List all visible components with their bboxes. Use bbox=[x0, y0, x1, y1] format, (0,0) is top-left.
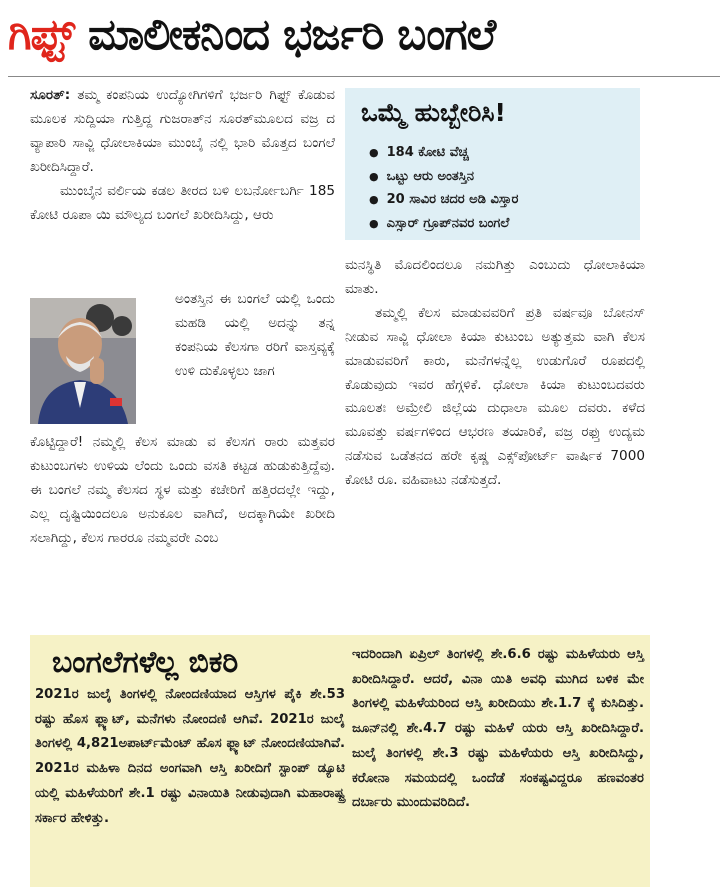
person-photo bbox=[30, 298, 136, 424]
article-col-wrap bbox=[175, 288, 335, 384]
highlights-box bbox=[345, 88, 640, 240]
highlight-item: ● ಎಸ್ಸಾರ್ ಗ್ರೂಪ್‌ನವರ ಬಂಗಲೆ bbox=[369, 212, 518, 236]
article-para-5: ತಮ್ಮಲ್ಲಿ ಕೆಲಸ ಮಾಡುವವರಿಗೆ ಪ್ರತಿ ವರ್ಷವೂ ಬೋನಸ್ ನೀಡುವ ಸಾವ್ಜಿ ಧೋಲಾ ಕಿಯಾ ಕುಟುಂಬ ಅತ್ಯುತ್ತಮ ವಾಗಿ ಕೆಲಸ ಮಾಡುವವರಿಗೆ ಕಾರು, ಮನೆಗಳನ್ನೆಲ್ಲ ಉಡುಗೊರೆ ರೂಪದಲ್ಲಿ ಕೊಡುವುದು ಇವರ ಹೆಗ್ಗಳಿಕೆ. ಧೋಲಾ ಕಿಯಾ ಕುಟುಂಬದವರು ಮೂಲತಃ ಅಮ್ರೇಲಿ ಜಿಲ್ಲೆಯ ದುಧಾಲಾ ಮೂಲ ದವರು. ಕಳೆದ ಮೂವತ್ತು ವರ್ಷಗಳಿಂದ ಆಭರಣ ತಯಾರಿಕೆ, ವಜ್ರ ರಫ್ತು ಉದ್ಯಮ ನಡೆಸುವ ಒಡೆತನದ ಹರೇ ಕೃಷ್ಣ ಎಕ್ಸ್‌ಪೋರ್ಟ್ ವಾರ್ಷಿಕ 7000 ಕೋಟಿ ರೂ. ವಹಿವಾಟು ನಡೆಸುತ್ತದೆ. bbox=[345, 304, 645, 489]
highlight-item: ● 184 ಕೋಟಿ ವೆಚ್ಚ bbox=[369, 141, 518, 165]
article-col-left-bottom bbox=[30, 431, 335, 551]
article-wrap-text: ಅಂತಸ್ತಿನ ಈ ಬಂಗಲೆ ಯಲ್ಲಿ ಒಂದು ಮಹಡಿ ಯಲ್ಲಿ ಅದನ್ನು ತನ್ನ ಕಂಪನಿಯ ಕೆಲಸಗಾ ರರಿಗೆ ವಾಸ್ತವ್ಯಕ್ಕೆ ಉಳಿ ದುಕೊಳ್ಳಲು ಜಾಗ bbox=[175, 291, 335, 379]
article-para-2: ಮುಂಬೈನ ವರ್ಲಿಯ ಕಡಲ ತೀರದ ಬಳಿ ಲಬರ್ನೋಬರ್ಗಿ 185 ಕೋಟಿ ರೂಪಾ ಯಿ ಮೌಲ್ಯದ ಬಂಗಲೆ ಖರೀದಿಸಿದ್ದು, ಆರು bbox=[30, 182, 335, 223]
highlights-list bbox=[369, 141, 518, 235]
article-para-4: ಮನಸ್ಥಿತಿ ಮೊದಲಿಂದಲೂ ನಮಗಿತ್ತು ಎಂಬುದು ಧೋಲಾಕಿಯಾ ಮಾತು. bbox=[345, 257, 645, 297]
article-col-right bbox=[345, 254, 645, 493]
sidebar-text-right: ಇದರಿಂದಾಗಿ ಏಪ್ರಿಲ್ ತಿಂಗಳಲ್ಲಿ ಶೇ.6.6 ರಷ್ಟು ಮಹಿಳೆಯರು ಆಸ್ತಿ ಖರೀದಿಸಿದ್ದಾರೆ. ಆದರೆ, ವಿನಾ ಯಿತಿ ಅವಧಿ ಮುಗಿದ ಬಳಿಕ ಮೇ ತಿಂಗಳಲ್ಲಿ ಮಹಿಳೆಯರಿಂದ ಆಸ್ತಿ ಖರೀದಿಯು ಶೇ.1.7 ಕ್ಕೆ ಕುಸಿದಿತ್ತು. ಜೂನ್‌ನಲ್ಲಿ ಶೇ.4.7 ರಷ್ಟು ಮಹಿಳೆ ಯರು ಆಸ್ತಿ ಖರೀದಿಸಿದ್ದಾರೆ. ಜುಲೈ ತಿಂಗಳಲ್ಲಿ ಶೇ.3 ರಷ್ಟು ಮಹಿಳೆಯರು ಆಸ್ತಿ ಖರೀದಿಸಿದ್ದು, ಕರೋನಾ ಸಮಯದಲ್ಲಿ ಒಂದೆಡೆ ಸಂಕಷ್ಟವಿದ್ದರೂ ಹಣವಂತರ ದರ್ಬಾರು ಮುಂದುವರಿದಿದೆ. bbox=[352, 647, 644, 811]
headline-divider bbox=[8, 76, 720, 77]
article-para-3: ಕೊಟ್ಟಿದ್ದಾರೆ! ನಮ್ಮಲ್ಲಿ ಕೆಲಸ ಮಾಡು ವ ಕೆಲಸಗ ರಾರು ಮತ್ತವರ ಕುಟುಂಬಗಳು ಉಳಿಯ ಲೆಂದು ಒಂದು ವಸತಿ ಕಟ್ಟಡ ಹುಡುಕುತ್ತಿದ್ದೆವು. ಈ ಬಂಗಲೆ ನಮ್ಮ ಕೆಲಸದ ಸ್ಥಳ ಮತ್ತು ಕಚೇರಿಗೆ ಹತ್ತಿರದಲ್ಲೇ ಇದ್ದು, ಎಲ್ಲ ದೃಷ್ಟಿಯಿಂದಲೂ ಅನುಕೂಲ ವಾಗಿದೆ, ಅದಕ್ಕಾಗಿಯೇ ಖರೀದಿ ಸಲಾಗಿದ್ದು, ಕೆಲಸ ಗಾರರೂ ನಮ್ಮವರೇ ಎಂಬ bbox=[30, 434, 335, 546]
highlight-item: ● ಒಟ್ಟು ಆರು ಅಂತಸ್ತಿನ bbox=[369, 165, 518, 189]
article-intro: ಸೂರತ್: ತಮ್ಮ ಕಂಪನಿಯ ಉದ್ಯೋಗಿಗಳಿಗೆ ಭರ್ಜರಿ ಗಿಫ್ಟ್ ಕೊಡುವ ಮೂಲಕ ಸುದ್ದಿಯಾ ಗುತ್ತಿದ್ದ ಗುಜರಾತ್‌ನ ಸೂರತ್‌ಮೂಲದ ವಜ್ರ ದ ವ್ಯಾಪಾರಿ ಸಾವ್ಜಿ ಧೋಲಾಕಿಯಾ ಮುಂಬೈ ನಲ್ಲಿ ಭಾರಿ ಮೊತ್ತದ ಬಂಗಲೆ ಖರೀದಿಸಿದ್ದಾರೆ. bbox=[30, 87, 335, 175]
dateline: ಸೂರತ್: bbox=[30, 87, 71, 103]
headline-text: ಮಾಲೀಕನಿಂದ ಭರ್ಜರಿ ಬಂಗಲೆ bbox=[74, 10, 496, 60]
headline-accent: ಗಿಫ್ಟ್ bbox=[8, 10, 75, 60]
headline bbox=[8, 10, 718, 70]
highlights-title: ಒಮ್ಮೆ ಹುಬ್ಬೇರಿಸಿ! bbox=[361, 98, 506, 127]
sidebar-title: ಬಂಗಲೆಗಳೆಲ್ಲ ಬಿಕರಿ bbox=[52, 645, 239, 680]
sidebar-story bbox=[30, 635, 650, 887]
highlight-item: ● 20 ಸಾವಿರ ಚದರ ಅಡಿ ವಿಸ್ತಾರ bbox=[369, 188, 518, 212]
sidebar-text-left: 2021ರ ಜುಲೈ ತಿಂಗಳಲ್ಲಿ ನೋಂದಣಿಯಾದ ಆಸ್ತಿಗಳ ಪೈಕಿ ಶೇ.53 ರಷ್ಟು ಹೊಸ ಫ್ಲ್ಯಾಟ್, ಮನೆಗಳು ನೋಂದಣಿ ಆಗಿವೆ. 2021ರ ಜುಲೈ ತಿಂಗಳಲ್ಲಿ 4,821ಅಪಾರ್ಟ್‌ಮೆಂಟ್ ಹೊಸ ಫ್ಲ್ಯಾಟ್ ನೋಂದಣಿಯಾಗಿವೆ. 2021ರ ಮಹಿಳಾ ದಿನದ ಅಂಗವಾಗಿ ಆಸ್ತಿ ಖರೀದಿಗೆ ಸ್ಟಾಂಪ್ ಡ್ಯೂಟಿ ಯಲ್ಲಿ ಮಹಿಳೆಯರಿಗೆ ಶೇ.1 ರಷ್ಟು ವಿನಾಯಿತಿ ನೀಡುವುದಾಗಿ ಮಹಾರಾಷ್ಟ್ರ ಸರ್ಕಾರ ಹೇಳಿತ್ತು. bbox=[35, 687, 345, 826]
article-col-left-top bbox=[30, 84, 335, 227]
